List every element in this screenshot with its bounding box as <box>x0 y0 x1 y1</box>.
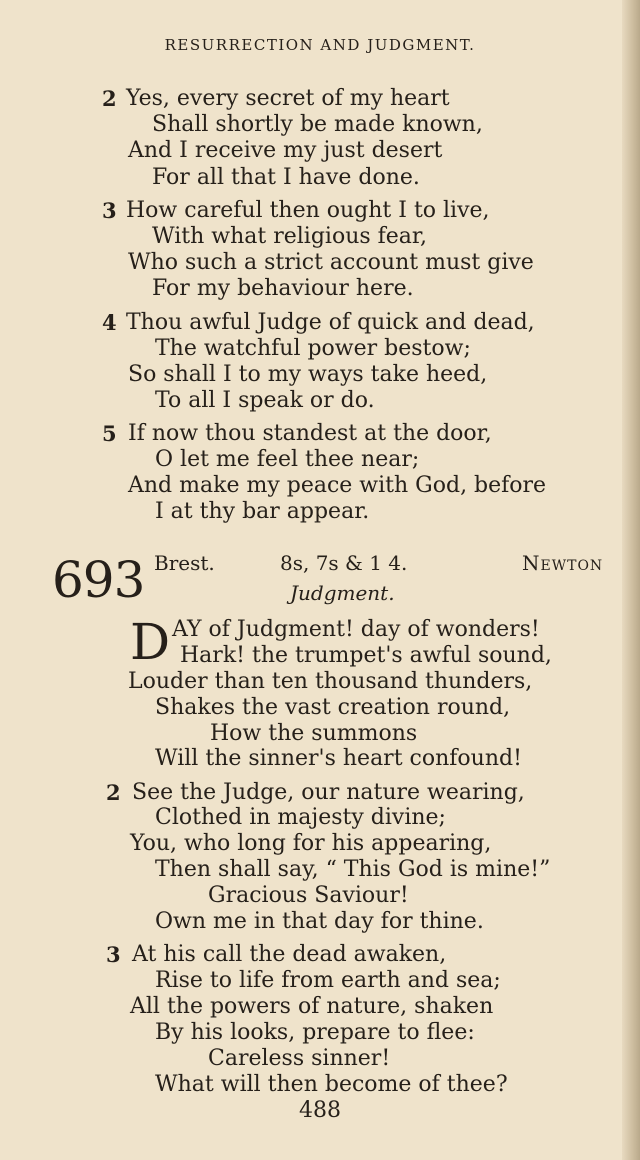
verse-line: Then shall say, “ This God is mine!” <box>155 857 551 882</box>
verse-line: Careless sinner! <box>208 1046 391 1071</box>
running-head: RESURRECTION AND JUDGMENT. <box>164 36 476 54</box>
stanza-number: 4 <box>102 310 117 335</box>
author: Newton <box>522 551 604 575</box>
verse-line: For all that I have done. <box>152 165 420 190</box>
verse-line: Rise to life from earth and sea; <box>155 968 501 993</box>
verse-line: Shall shortly be made known, <box>152 112 483 137</box>
hymn-number: 693 <box>52 551 145 609</box>
verse-line: See the Judge, our nature wearing, <box>132 780 525 805</box>
verse-line: Will the sinner's heart confound! <box>155 746 522 771</box>
verse-line: And I receive my just desert <box>128 138 443 163</box>
verse-line: All the powers of nature, shaken <box>130 994 494 1019</box>
verse-line: Thou awful Judge of quick and dead, <box>126 310 535 335</box>
stanza-number: 3 <box>106 942 121 967</box>
verse-line: Hark! the trumpet's awful sound, <box>180 643 552 668</box>
verse-line: Yes, every secret of my heart <box>126 86 450 111</box>
verse-line: And make my peace with God, before <box>128 473 547 498</box>
verse-line: You, who long for his appearing, <box>130 831 492 856</box>
verse-line: For my behaviour here. <box>152 276 414 301</box>
verse-line: I at thy bar appear. <box>155 499 370 524</box>
meter: 8s, 7s & 1 4. <box>280 551 408 575</box>
verse-line: Louder than ten thousand thunders, <box>128 669 533 694</box>
verse-line: If now thou standest at the door, <box>128 421 492 446</box>
verse-line: How careful then ought I to live, <box>126 198 490 223</box>
verse-line: By his looks, prepare to flee: <box>155 1020 475 1045</box>
stanza-number: 3 <box>102 198 117 223</box>
verse-line: Who such a strict account must give <box>128 250 534 275</box>
verse-line: AY of Judgment! day of wonders! <box>172 617 540 642</box>
verse-line: To all I speak or do. <box>155 388 375 413</box>
stanza-number: 2 <box>102 86 117 111</box>
stanza-number: 2 <box>106 780 121 805</box>
verse-line: Own me in that day for thine. <box>155 909 484 934</box>
verse-line: O let me feel thee near; <box>155 447 420 472</box>
drop-cap: D <box>130 613 171 671</box>
verse-line: With what religious fear, <box>152 224 428 249</box>
page-number: 488 <box>299 1098 341 1123</box>
stanza-number: 5 <box>102 421 117 446</box>
verse-line: Clothed in majesty divine; <box>155 805 446 830</box>
verse-line: So shall I to my ways take heed, <box>128 362 488 387</box>
tune-name: Brest. <box>154 551 215 575</box>
verse-line: How the summons <box>210 721 418 746</box>
verse-line: What will then become of thee? <box>155 1072 508 1097</box>
verse-line: Gracious Saviour! <box>208 883 409 908</box>
verse-line: The watchful power bestow; <box>155 336 471 361</box>
hymn-subject: Judgment. <box>290 581 395 605</box>
page-edge <box>622 0 640 1160</box>
verse-line: At his call the dead awaken, <box>132 942 447 967</box>
verse-line: Shakes the vast creation round, <box>155 695 511 720</box>
